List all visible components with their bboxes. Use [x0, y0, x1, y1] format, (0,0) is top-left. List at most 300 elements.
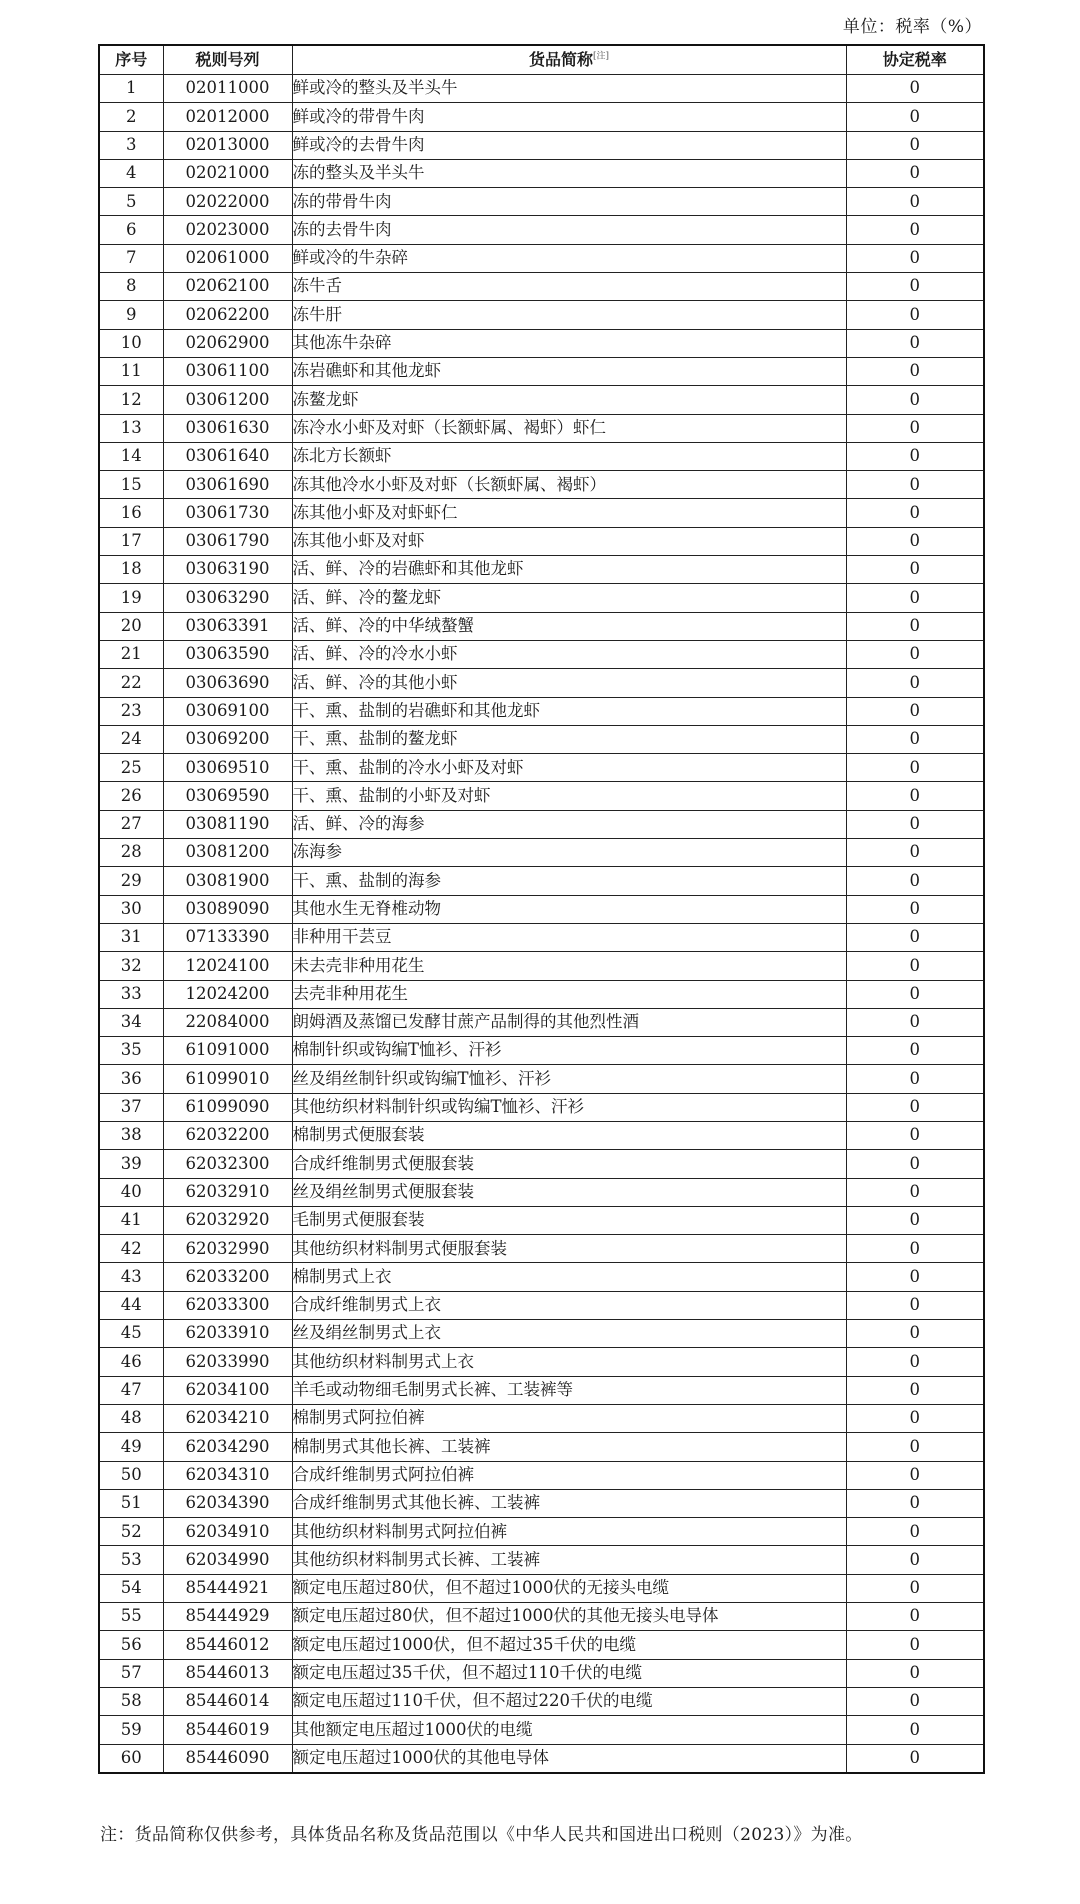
- cell-no: 57: [99, 1659, 163, 1687]
- cell-name: 毛制男式便服套装: [292, 1206, 846, 1234]
- table-row: [99, 980, 984, 1008]
- cell-rate: 0: [846, 1489, 984, 1517]
- cell-name: 干、熏、盐制的海参: [292, 867, 846, 895]
- cell-rate: 0: [846, 1348, 984, 1376]
- cell-no: 55: [99, 1603, 163, 1631]
- cell-no: 14: [99, 442, 163, 470]
- cell-no: 27: [99, 810, 163, 838]
- cell-no: 25: [99, 754, 163, 782]
- table-row: [99, 1376, 984, 1404]
- table-row: [99, 1150, 984, 1178]
- cell-no: 10: [99, 329, 163, 357]
- table-row: [99, 839, 984, 867]
- cell-code: 02022000: [163, 188, 292, 216]
- cell-code: 03061100: [163, 357, 292, 385]
- cell-no: 20: [99, 612, 163, 640]
- cell-no: 1: [99, 75, 163, 103]
- cell-no: 13: [99, 414, 163, 442]
- table-row: [99, 1178, 984, 1206]
- table-row: [99, 386, 984, 414]
- cell-no: 23: [99, 697, 163, 725]
- cell-code: 02062200: [163, 301, 292, 329]
- cell-name: 鲜或冷的带骨牛肉: [292, 103, 846, 131]
- cell-no: 49: [99, 1433, 163, 1461]
- cell-no: 24: [99, 725, 163, 753]
- cell-no: 45: [99, 1320, 163, 1348]
- cell-rate: 0: [846, 1376, 984, 1404]
- cell-name: 冻其他冷水小虾及对虾（长额虾属、褐虾）: [292, 471, 846, 499]
- cell-name: 其他纺织材料制男式便服套装: [292, 1235, 846, 1263]
- table-row: [99, 669, 984, 697]
- cell-code: 62034990: [163, 1546, 292, 1574]
- cell-name: 冻其他小虾及对虾: [292, 527, 846, 555]
- table-row: [99, 584, 984, 612]
- footnote: 注：货品简称仅供参考，具体货品名称及货品范围以《中华人民共和国进出口税则（2023）》为准。: [100, 1825, 863, 1845]
- cell-code: 02021000: [163, 159, 292, 187]
- cell-name: 冻鳌龙虾: [292, 386, 846, 414]
- cell-rate: 0: [846, 1291, 984, 1319]
- cell-no: 26: [99, 782, 163, 810]
- cell-no: 60: [99, 1744, 163, 1773]
- cell-no: 4: [99, 159, 163, 187]
- cell-no: 30: [99, 895, 163, 923]
- cell-no: 29: [99, 867, 163, 895]
- cell-code: 02023000: [163, 216, 292, 244]
- cell-name: 活、鲜、冷的海参: [292, 810, 846, 838]
- cell-name: 冻的去骨牛肉: [292, 216, 846, 244]
- table-row: [99, 754, 984, 782]
- cell-code: 03061730: [163, 499, 292, 527]
- cell-name: 合成纤维制男式便服套装: [292, 1150, 846, 1178]
- table-row: [99, 1518, 984, 1546]
- cell-rate: 0: [846, 1263, 984, 1291]
- cell-name: 其他额定电压超过1000伏的电缆: [292, 1716, 846, 1744]
- cell-no: 22: [99, 669, 163, 697]
- table-row: [99, 301, 984, 329]
- cell-no: 40: [99, 1178, 163, 1206]
- cell-code: 62034100: [163, 1376, 292, 1404]
- cell-code: 62033990: [163, 1348, 292, 1376]
- table-row: [99, 1065, 984, 1093]
- cell-no: 18: [99, 556, 163, 584]
- cell-code: 62033200: [163, 1263, 292, 1291]
- cell-rate: 0: [846, 1631, 984, 1659]
- cell-rate: 0: [846, 1206, 984, 1234]
- table-row: [99, 1235, 984, 1263]
- table-row: [99, 414, 984, 442]
- table-row: [99, 697, 984, 725]
- cell-name: 棉制针织或钩编T恤衫、汗衫: [292, 1037, 846, 1065]
- unit-label: 单位：税率（%）: [842, 17, 982, 37]
- column-header-code: 税则号列: [163, 45, 292, 75]
- cell-rate: 0: [846, 1178, 984, 1206]
- table-row: [99, 725, 984, 753]
- cell-no: 36: [99, 1065, 163, 1093]
- cell-code: 03063590: [163, 640, 292, 668]
- cell-no: 6: [99, 216, 163, 244]
- cell-rate: 0: [846, 697, 984, 725]
- cell-no: 58: [99, 1687, 163, 1715]
- cell-code: 03081900: [163, 867, 292, 895]
- column-header-rate: 协定税率: [846, 45, 984, 75]
- cell-rate: 0: [846, 131, 984, 159]
- cell-code: 03069100: [163, 697, 292, 725]
- cell-rate: 0: [846, 1603, 984, 1631]
- table-row: [99, 1263, 984, 1291]
- cell-name: 冻岩礁虾和其他龙虾: [292, 357, 846, 385]
- table-row: [99, 216, 984, 244]
- cell-name: 干、熏、盐制的小虾及对虾: [292, 782, 846, 810]
- table-row: [99, 867, 984, 895]
- cell-rate: 0: [846, 810, 984, 838]
- cell-name: 其他纺织材料制男式阿拉伯裤: [292, 1518, 846, 1546]
- cell-rate: 0: [846, 725, 984, 753]
- cell-no: 17: [99, 527, 163, 555]
- table-row: [99, 159, 984, 187]
- table-row: [99, 1404, 984, 1432]
- cell-name: 棉制男式阿拉伯裤: [292, 1404, 846, 1432]
- cell-rate: 0: [846, 584, 984, 612]
- cell-rate: 0: [846, 442, 984, 470]
- cell-code: 62033910: [163, 1320, 292, 1348]
- cell-rate: 0: [846, 1404, 984, 1432]
- cell-no: 15: [99, 471, 163, 499]
- cell-name: 鲜或冷的牛杂碎: [292, 244, 846, 272]
- cell-name: 其他水生无脊椎动物: [292, 895, 846, 923]
- cell-code: 62032300: [163, 1150, 292, 1178]
- cell-name: 丝及绢丝制男式上衣: [292, 1320, 846, 1348]
- cell-name: 冻海参: [292, 839, 846, 867]
- cell-rate: 0: [846, 1659, 984, 1687]
- cell-name: 丝及绢丝制男式便服套装: [292, 1178, 846, 1206]
- table-row: [99, 1574, 984, 1602]
- cell-name: 活、鲜、冷的其他小虾: [292, 669, 846, 697]
- cell-rate: 0: [846, 301, 984, 329]
- table-row: [99, 75, 984, 103]
- cell-name: 干、熏、盐制的岩礁虾和其他龙虾: [292, 697, 846, 725]
- cell-code: 61099010: [163, 1065, 292, 1093]
- column-header-name-note: [注]: [592, 51, 610, 62]
- cell-name: 其他纺织材料制男式上衣: [292, 1348, 846, 1376]
- cell-name: 合成纤维制男式其他长裤、工装裤: [292, 1489, 846, 1517]
- cell-name: 冻牛舌: [292, 273, 846, 301]
- cell-name: 羊毛或动物细毛制男式长裤、工装裤等: [292, 1376, 846, 1404]
- cell-name: 活、鲜、冷的鳌龙虾: [292, 584, 846, 612]
- table-row: [99, 1093, 984, 1121]
- cell-name: 额定电压超过110千伏，但不超过220千伏的电缆: [292, 1687, 846, 1715]
- cell-code: 03063290: [163, 584, 292, 612]
- cell-no: 28: [99, 839, 163, 867]
- cell-code: 03061630: [163, 414, 292, 442]
- cell-no: 53: [99, 1546, 163, 1574]
- cell-code: 03081190: [163, 810, 292, 838]
- cell-no: 59: [99, 1716, 163, 1744]
- cell-rate: 0: [846, 1574, 984, 1602]
- cell-name: 合成纤维制男式上衣: [292, 1291, 846, 1319]
- cell-code: 03061200: [163, 386, 292, 414]
- cell-rate: 0: [846, 1008, 984, 1036]
- table-row: [99, 1744, 984, 1773]
- cell-no: 51: [99, 1489, 163, 1517]
- cell-code: 61091000: [163, 1037, 292, 1065]
- cell-rate: 0: [846, 782, 984, 810]
- table-row: [99, 640, 984, 668]
- cell-no: 48: [99, 1404, 163, 1432]
- tariff-table: [98, 44, 985, 1774]
- table-row: [99, 1546, 984, 1574]
- table-row: [99, 131, 984, 159]
- table-row: [99, 1631, 984, 1659]
- table-row: [99, 1659, 984, 1687]
- cell-rate: 0: [846, 1037, 984, 1065]
- cell-rate: 0: [846, 386, 984, 414]
- cell-no: 56: [99, 1631, 163, 1659]
- cell-no: 37: [99, 1093, 163, 1121]
- cell-name: 其他冻牛杂碎: [292, 329, 846, 357]
- cell-name: 干、熏、盐制的鳌龙虾: [292, 725, 846, 753]
- cell-no: 44: [99, 1291, 163, 1319]
- cell-no: 5: [99, 188, 163, 216]
- table-row: [99, 556, 984, 584]
- cell-code: 62034910: [163, 1518, 292, 1546]
- cell-code: 02062100: [163, 273, 292, 301]
- cell-no: 50: [99, 1461, 163, 1489]
- cell-code: 03061690: [163, 471, 292, 499]
- cell-no: 8: [99, 273, 163, 301]
- cell-rate: 0: [846, 329, 984, 357]
- table-row: [99, 952, 984, 980]
- cell-code: 85444921: [163, 1574, 292, 1602]
- cell-no: 32: [99, 952, 163, 980]
- cell-rate: 0: [846, 244, 984, 272]
- cell-code: 62032990: [163, 1235, 292, 1263]
- cell-name: 丝及绢丝制针织或钩编T恤衫、汗衫: [292, 1065, 846, 1093]
- table-row: [99, 273, 984, 301]
- cell-name: 冻牛肝: [292, 301, 846, 329]
- cell-rate: 0: [846, 1121, 984, 1149]
- cell-code: 03063391: [163, 612, 292, 640]
- cell-rate: 0: [846, 1065, 984, 1093]
- cell-name: 干、熏、盐制的冷水小虾及对虾: [292, 754, 846, 782]
- cell-code: 62032910: [163, 1178, 292, 1206]
- cell-no: 34: [99, 1008, 163, 1036]
- cell-rate: 0: [846, 527, 984, 555]
- cell-code: 07133390: [163, 923, 292, 951]
- cell-no: 3: [99, 131, 163, 159]
- cell-name: 冻冷水小虾及对虾（长额虾属、褐虾）虾仁: [292, 414, 846, 442]
- table-row: [99, 499, 984, 527]
- cell-rate: 0: [846, 216, 984, 244]
- cell-name: 其他纺织材料制男式长裤、工装裤: [292, 1546, 846, 1574]
- cell-code: 62033300: [163, 1291, 292, 1319]
- cell-no: 12: [99, 386, 163, 414]
- cell-rate: 0: [846, 188, 984, 216]
- cell-name: 活、鲜、冷的冷水小虾: [292, 640, 846, 668]
- column-header-no: 序号: [99, 45, 163, 75]
- cell-rate: 0: [846, 1433, 984, 1461]
- cell-rate: 0: [846, 556, 984, 584]
- cell-name: 活、鲜、冷的岩礁虾和其他龙虾: [292, 556, 846, 584]
- cell-code: 03069200: [163, 725, 292, 753]
- cell-code: 03069510: [163, 754, 292, 782]
- table-row: [99, 1008, 984, 1036]
- cell-code: 62034290: [163, 1433, 292, 1461]
- cell-code: 22084000: [163, 1008, 292, 1036]
- cell-code: 03061790: [163, 527, 292, 555]
- cell-code: 62034390: [163, 1489, 292, 1517]
- cell-name: 额定电压超过80伏，但不超过1000伏的其他无接头电导体: [292, 1603, 846, 1631]
- cell-code: 02012000: [163, 103, 292, 131]
- table-row: [99, 1687, 984, 1715]
- cell-code: 85446012: [163, 1631, 292, 1659]
- cell-rate: 0: [846, 923, 984, 951]
- cell-rate: 0: [846, 839, 984, 867]
- cell-code: 85444929: [163, 1603, 292, 1631]
- cell-code: 62032920: [163, 1206, 292, 1234]
- cell-no: 39: [99, 1150, 163, 1178]
- cell-code: 85446090: [163, 1744, 292, 1773]
- table-row: [99, 527, 984, 555]
- cell-no: 54: [99, 1574, 163, 1602]
- cell-code: 62032200: [163, 1121, 292, 1149]
- table-row: [99, 244, 984, 272]
- cell-no: 47: [99, 1376, 163, 1404]
- cell-rate: 0: [846, 357, 984, 385]
- cell-rate: 0: [846, 103, 984, 131]
- cell-rate: 0: [846, 980, 984, 1008]
- cell-no: 52: [99, 1518, 163, 1546]
- cell-code: 02013000: [163, 131, 292, 159]
- cell-code: 85446013: [163, 1659, 292, 1687]
- column-header-name-label: 货品简称: [528, 50, 593, 69]
- cell-name: 额定电压超过80伏，但不超过1000伏的无接头电缆: [292, 1574, 846, 1602]
- cell-rate: 0: [846, 612, 984, 640]
- cell-rate: 0: [846, 75, 984, 103]
- table-row: [99, 442, 984, 470]
- cell-no: 19: [99, 584, 163, 612]
- cell-name: 额定电压超过1000伏的其他电导体: [292, 1744, 846, 1773]
- cell-code: 03063190: [163, 556, 292, 584]
- cell-code: 02011000: [163, 75, 292, 103]
- cell-name: 去壳非种用花生: [292, 980, 846, 1008]
- cell-code: 12024100: [163, 952, 292, 980]
- cell-no: 2: [99, 103, 163, 131]
- cell-name: 冻其他小虾及对虾虾仁: [292, 499, 846, 527]
- cell-no: 46: [99, 1348, 163, 1376]
- cell-code: 02062900: [163, 329, 292, 357]
- cell-rate: 0: [846, 1235, 984, 1263]
- cell-code: 03081200: [163, 839, 292, 867]
- cell-no: 42: [99, 1235, 163, 1263]
- table-row: [99, 612, 984, 640]
- cell-rate: 0: [846, 499, 984, 527]
- table-row: [99, 103, 984, 131]
- table-row: [99, 357, 984, 385]
- cell-rate: 0: [846, 669, 984, 697]
- cell-name: 额定电压超过35千伏，但不超过110千伏的电缆: [292, 1659, 846, 1687]
- table-row: [99, 329, 984, 357]
- cell-rate: 0: [846, 754, 984, 782]
- cell-code: 85446014: [163, 1687, 292, 1715]
- table-row: [99, 810, 984, 838]
- cell-no: 7: [99, 244, 163, 272]
- cell-code: 02061000: [163, 244, 292, 272]
- table-row: [99, 1461, 984, 1489]
- cell-name: 棉制男式上衣: [292, 1263, 846, 1291]
- cell-no: 33: [99, 980, 163, 1008]
- column-header-name: [292, 45, 846, 75]
- cell-name: 非种用干芸豆: [292, 923, 846, 951]
- cell-code: 03089090: [163, 895, 292, 923]
- cell-no: 16: [99, 499, 163, 527]
- cell-name: 未去壳非种用花生: [292, 952, 846, 980]
- cell-no: 41: [99, 1206, 163, 1234]
- cell-name: 鲜或冷的整头及半头牛: [292, 75, 846, 103]
- cell-no: 21: [99, 640, 163, 668]
- cell-name: 冻的整头及半头牛: [292, 159, 846, 187]
- table-row: [99, 1320, 984, 1348]
- table-row: [99, 188, 984, 216]
- cell-name: 其他纺织材料制针织或钩编T恤衫、汗衫: [292, 1093, 846, 1121]
- cell-code: 62034210: [163, 1404, 292, 1432]
- table-row: [99, 1206, 984, 1234]
- table-row: [99, 1489, 984, 1517]
- cell-rate: 0: [846, 1716, 984, 1744]
- cell-rate: 0: [846, 895, 984, 923]
- table-row: [99, 1348, 984, 1376]
- cell-rate: 0: [846, 1518, 984, 1546]
- cell-rate: 0: [846, 867, 984, 895]
- cell-code: 85446019: [163, 1716, 292, 1744]
- table-row: [99, 923, 984, 951]
- cell-rate: 0: [846, 159, 984, 187]
- cell-rate: 0: [846, 1320, 984, 1348]
- cell-name: 鲜或冷的去骨牛肉: [292, 131, 846, 159]
- table-row: [99, 895, 984, 923]
- cell-rate: 0: [846, 952, 984, 980]
- cell-rate: 0: [846, 273, 984, 301]
- cell-rate: 0: [846, 1150, 984, 1178]
- table-row: [99, 782, 984, 810]
- cell-rate: 0: [846, 471, 984, 499]
- table-row: [99, 1291, 984, 1319]
- cell-no: 38: [99, 1121, 163, 1149]
- cell-rate: 0: [846, 1546, 984, 1574]
- cell-name: 活、鲜、冷的中华绒螯蟹: [292, 612, 846, 640]
- cell-code: 61099090: [163, 1093, 292, 1121]
- cell-rate: 0: [846, 414, 984, 442]
- cell-name: 冻的带骨牛肉: [292, 188, 846, 216]
- cell-name: 冻北方长额虾: [292, 442, 846, 470]
- cell-rate: 0: [846, 1461, 984, 1489]
- cell-name: 额定电压超过1000伏，但不超过35千伏的电缆: [292, 1631, 846, 1659]
- table-row: [99, 1121, 984, 1149]
- cell-rate: 0: [846, 1093, 984, 1121]
- table-row: [99, 1037, 984, 1065]
- cell-rate: 0: [846, 1687, 984, 1715]
- table-body: [99, 75, 984, 1773]
- cell-no: 9: [99, 301, 163, 329]
- cell-no: 31: [99, 923, 163, 951]
- cell-name: 棉制男式便服套装: [292, 1121, 846, 1149]
- cell-no: 35: [99, 1037, 163, 1065]
- cell-rate: 0: [846, 1744, 984, 1773]
- cell-name: 合成纤维制男式阿拉伯裤: [292, 1461, 846, 1489]
- cell-code: 03061640: [163, 442, 292, 470]
- table-row: [99, 471, 984, 499]
- cell-name: 棉制男式其他长裤、工装裤: [292, 1433, 846, 1461]
- cell-no: 43: [99, 1263, 163, 1291]
